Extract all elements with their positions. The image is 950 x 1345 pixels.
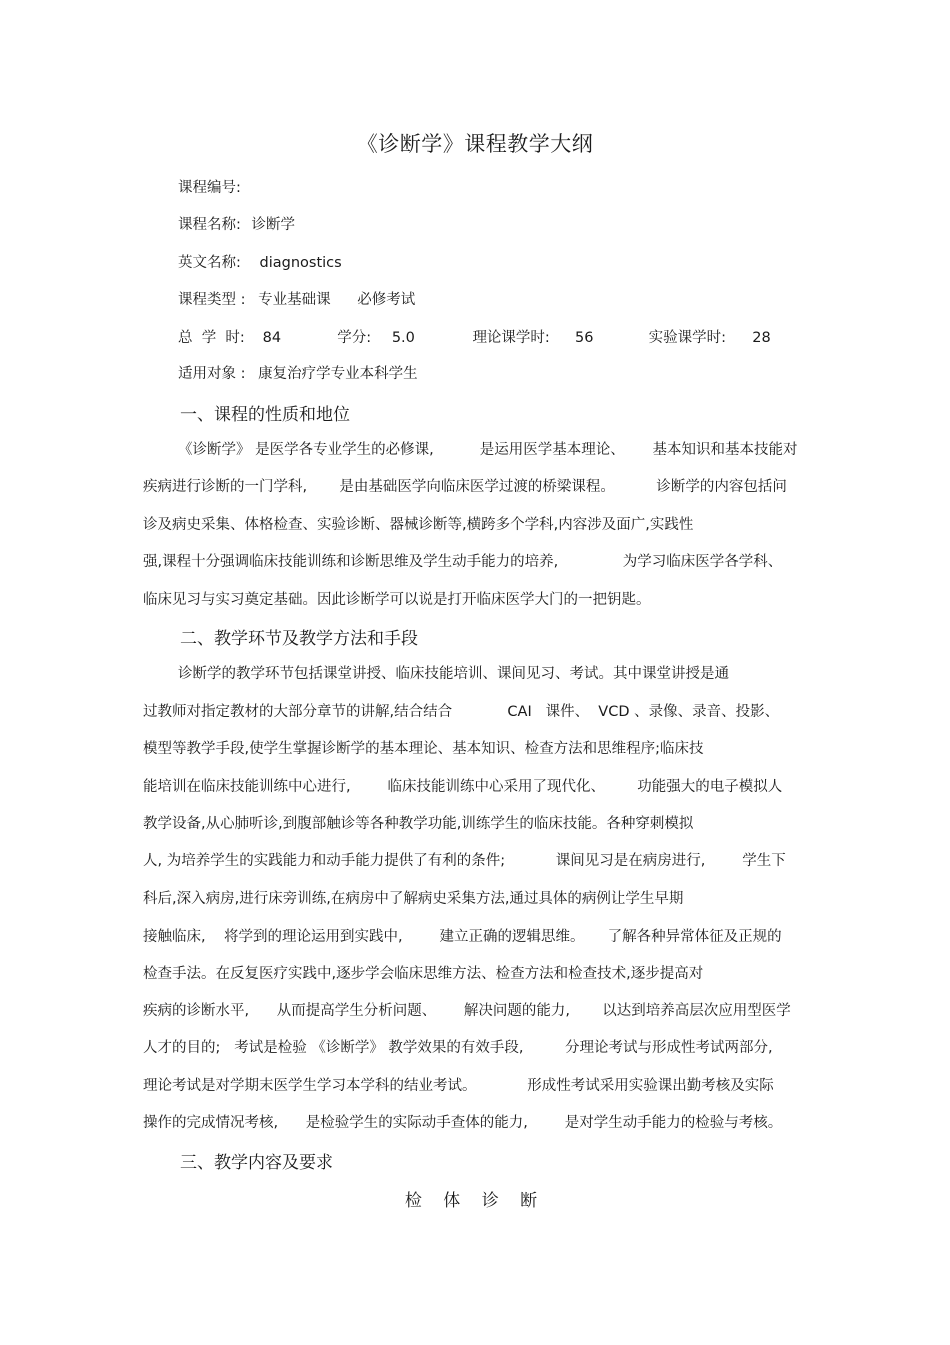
- course-type-exam: 必修考试: [357, 292, 416, 308]
- section1-line: 疾病进行诊断的一门学科, 是由基础医学向临床医学过渡的桥梁课程。 诊断学的内容包括问: [143, 479, 787, 495]
- section2-line: 接触临床, 将学到的理论运用到实践中, 建立正确的逻辑思维。 了解各种异常体征及正规的: [143, 929, 782, 945]
- course-type-row: [178, 288, 415, 309]
- section2-line: 模型等教学手段,使学生掌握诊断学的基本理论、基本知识、检查方法和思维程序;临床技: [143, 741, 704, 757]
- page-title: 《诊断学》课程教学大纲: [356, 132, 594, 156]
- course-name-row: [178, 213, 295, 234]
- course-code-row: [178, 176, 241, 197]
- section2-line: 科后,深入病房,进行床旁训练,在病房中了解病史采集方法,通过具体的病例让学生早期: [143, 891, 684, 907]
- section3-sub-heading: 检 体 诊 断: [404, 1191, 546, 1211]
- section2-line: 理论考试是对学期末医学生学习本学科的结业考试。 形成性考试采用实验课出勤考核及实际: [143, 1078, 774, 1094]
- section2-line: 疾病的诊断水平, 从而提高学生分析问题、 解决问题的能力, 以达到培养高层次应用型医学: [143, 1003, 791, 1019]
- english-name-value: diagnostics: [259, 255, 342, 271]
- section2-line: 人, 为培养学生的实践能力和动手能力提供了有利的条件; 课间见习是在病房进行, 学生下: [143, 853, 786, 869]
- section2-line: 能培训在临床技能训练中心进行, 临床技能训练中心采用了现代化、 功能强大的电子模拟人: [143, 779, 783, 795]
- section1-line: 《诊断学》 是医学各专业学生的必修课, 是运用医学基本理论、 基本知识和基本技能对: [178, 442, 798, 458]
- section2-line: 教学设备,从心肺听诊,到腹部触诊等各种教学功能,训练学生的临床技能。各种穿刺模拟: [143, 816, 694, 832]
- english-name-label: 英文名称:: [178, 255, 241, 271]
- audience-label: 适用对象 :: [178, 366, 246, 382]
- course-type-label: 课程类型 :: [178, 292, 246, 308]
- section2-line: 检查手法。在反复医疗实践中,逐步学会临床思维方法、检查方法和检查技术,逐步提高对: [143, 966, 704, 982]
- audience-value: 康复治疗学专业本科学生: [258, 366, 418, 382]
- hours-row: [178, 326, 771, 347]
- section1-line: 诊及病史采集、体格检查、实验诊断、器械诊断等,横跨多个学科,内容涉及面广,实践性: [143, 517, 694, 533]
- english-name-row: [178, 251, 342, 272]
- section2-line: 操作的完成情况考核, 是检验学生的实际动手查体的能力, 是对学生动手能力的检验与考核。: [143, 1115, 783, 1131]
- credits-label: 学分:: [337, 330, 372, 346]
- section1-line: 临床见习与实习奠定基础。因此诊断学可以说是打开临床医学大门的一把钥匙。: [143, 592, 651, 608]
- course-code-label: 课程编号:: [178, 180, 241, 196]
- audience-row: [178, 362, 418, 383]
- section2-heading: 二、教学环节及教学方法和手段: [180, 629, 418, 649]
- section2-line: 诊断学的教学环节包括课堂讲授、临床技能培训、课间见习、考试。其中课堂讲授是通: [178, 666, 729, 682]
- total-hours-value: 84: [262, 330, 282, 346]
- course-name-value: 诊断学: [251, 217, 295, 233]
- total-hours-label: 总 学 时:: [178, 330, 245, 346]
- lab-hours-label: 实验课学时:: [648, 330, 727, 346]
- theory-hours-value: 56: [575, 330, 594, 346]
- section2-line: 人才的目的; 考试是检验 《诊断学》 教学效果的有效手段, 分理论考试与形成性考试两部分,: [143, 1040, 773, 1056]
- lab-hours-value: 28: [752, 330, 771, 346]
- credits-value: 5.0: [391, 330, 415, 346]
- section1-line: 强,课程十分强调临床技能训练和诊断思维及学生动手能力的培养, 为学习临床医学各学科、: [143, 554, 783, 570]
- course-type-value: 专业基础课: [258, 292, 331, 308]
- section3-heading: 三、教学内容及要求: [180, 1153, 333, 1173]
- theory-hours-label: 理论课学时:: [472, 330, 550, 346]
- course-name-label: 课程名称:: [178, 217, 241, 233]
- section1-heading: 一、课程的性质和地位: [180, 405, 350, 425]
- section2-line: 过教师对指定教材的大部分章节的讲解,结合结合 CAI 课件、 VCD 、录像、录音、投影、: [143, 704, 780, 720]
